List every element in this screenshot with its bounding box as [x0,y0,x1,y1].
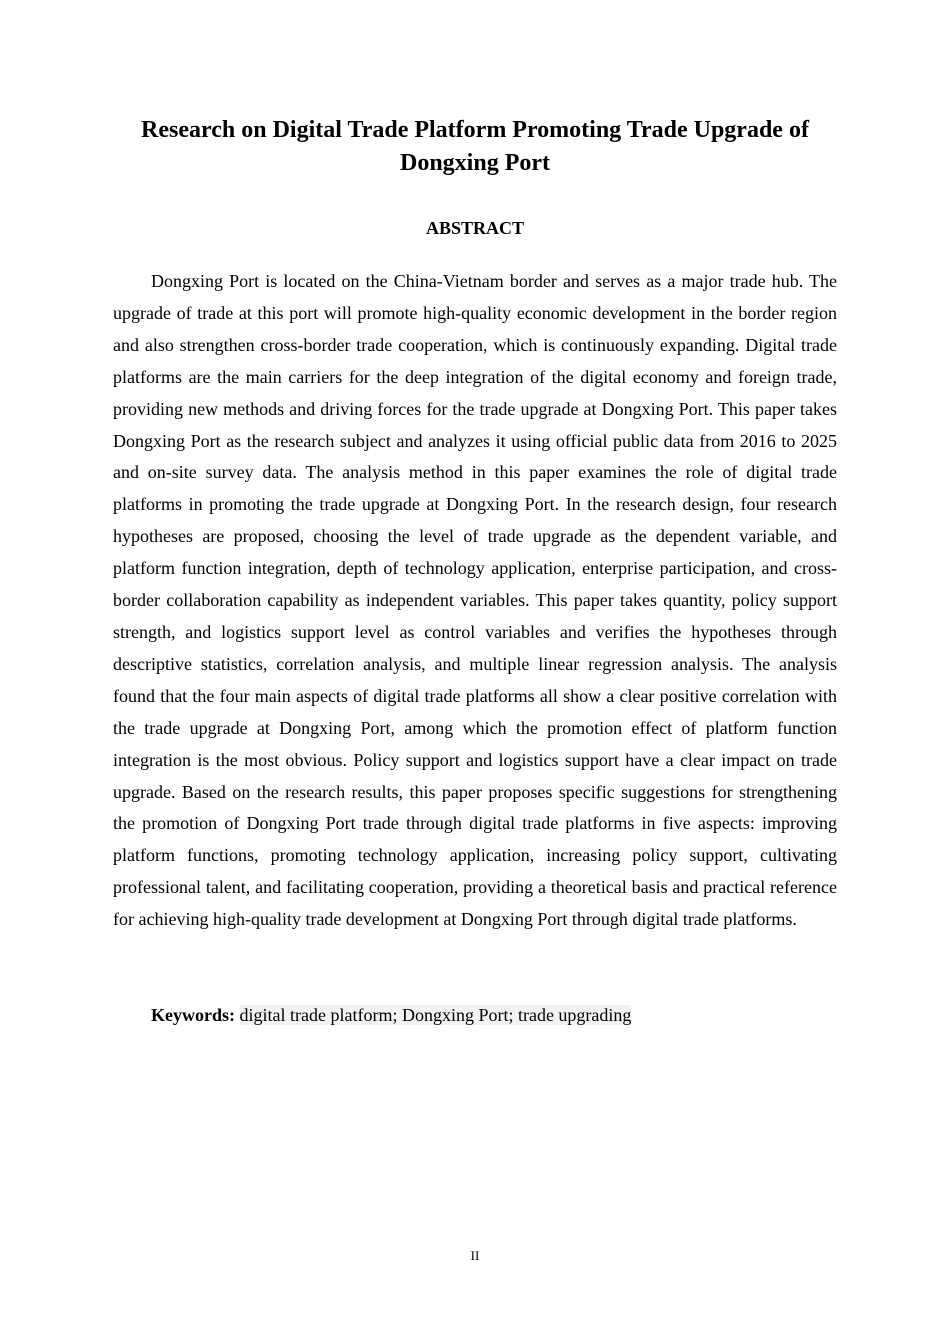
abstract-body: Dongxing Port is located on the China-Vietnam border and serves as a major trade hub. The upgrade of trade at this port will promote high-quality economic development in the border region and also strengthen cross-border trade cooperation, which is continuously expanding. Digital trade platforms are the main carriers for the deep integration of the digital economy and foreign trade, providing new methods and driving forces for the trade upgrade at Dongxing Port. This paper takes Dongxing Port as the research subject and analyzes it using official public data from 2016 to 2025 and on-site survey data. The analysis method in this paper examines the role of digital trade platforms in promoting the trade upgrade at Dongxing Port. In the research design, four research hypotheses are proposed, choosing the level of trade upgrade as the dependent variable, and platform function integration, depth of technology application, enterprise participation, and cross-border collaboration capability as independent variables. This paper takes quantity, policy support strength, and logistics support level as control variables and verifies the hypotheses through descriptive statistics, correlation analysis, and multiple linear regression analysis. The analysis found that the four main aspects of digital trade platforms all show a clear positive correlation with the trade upgrade at Dongxing Port, among which the promotion effect of platform function integration is the most obvious. Policy support and logistics support have a clear impact on trade upgrade. Based on the research results, this paper proposes specific suggestions for strengthening the promotion of Dongxing Port trade through digital trade platforms in five aspects: improving platform functions, promoting technology application, increasing policy support, cultivating professional talent, and facilitating cooperation, providing a theoretical basis and practical reference for achieving high-quality trade development at Dongxing Port through digital trade platforms. [113,271,837,930]
page-number: II [470,1248,480,1263]
keywords-line [113,1000,837,1032]
abstract-heading: ABSTRACT [425,218,525,238]
keywords-value: digital trade platform; Dongxing Port; trade upgrading [239,1005,632,1025]
keywords-label: Keywords: [151,1005,235,1025]
paper-title: Research on Digital Trade Platform Promoting Trade Upgrade of Dongxing Port [141,117,809,176]
